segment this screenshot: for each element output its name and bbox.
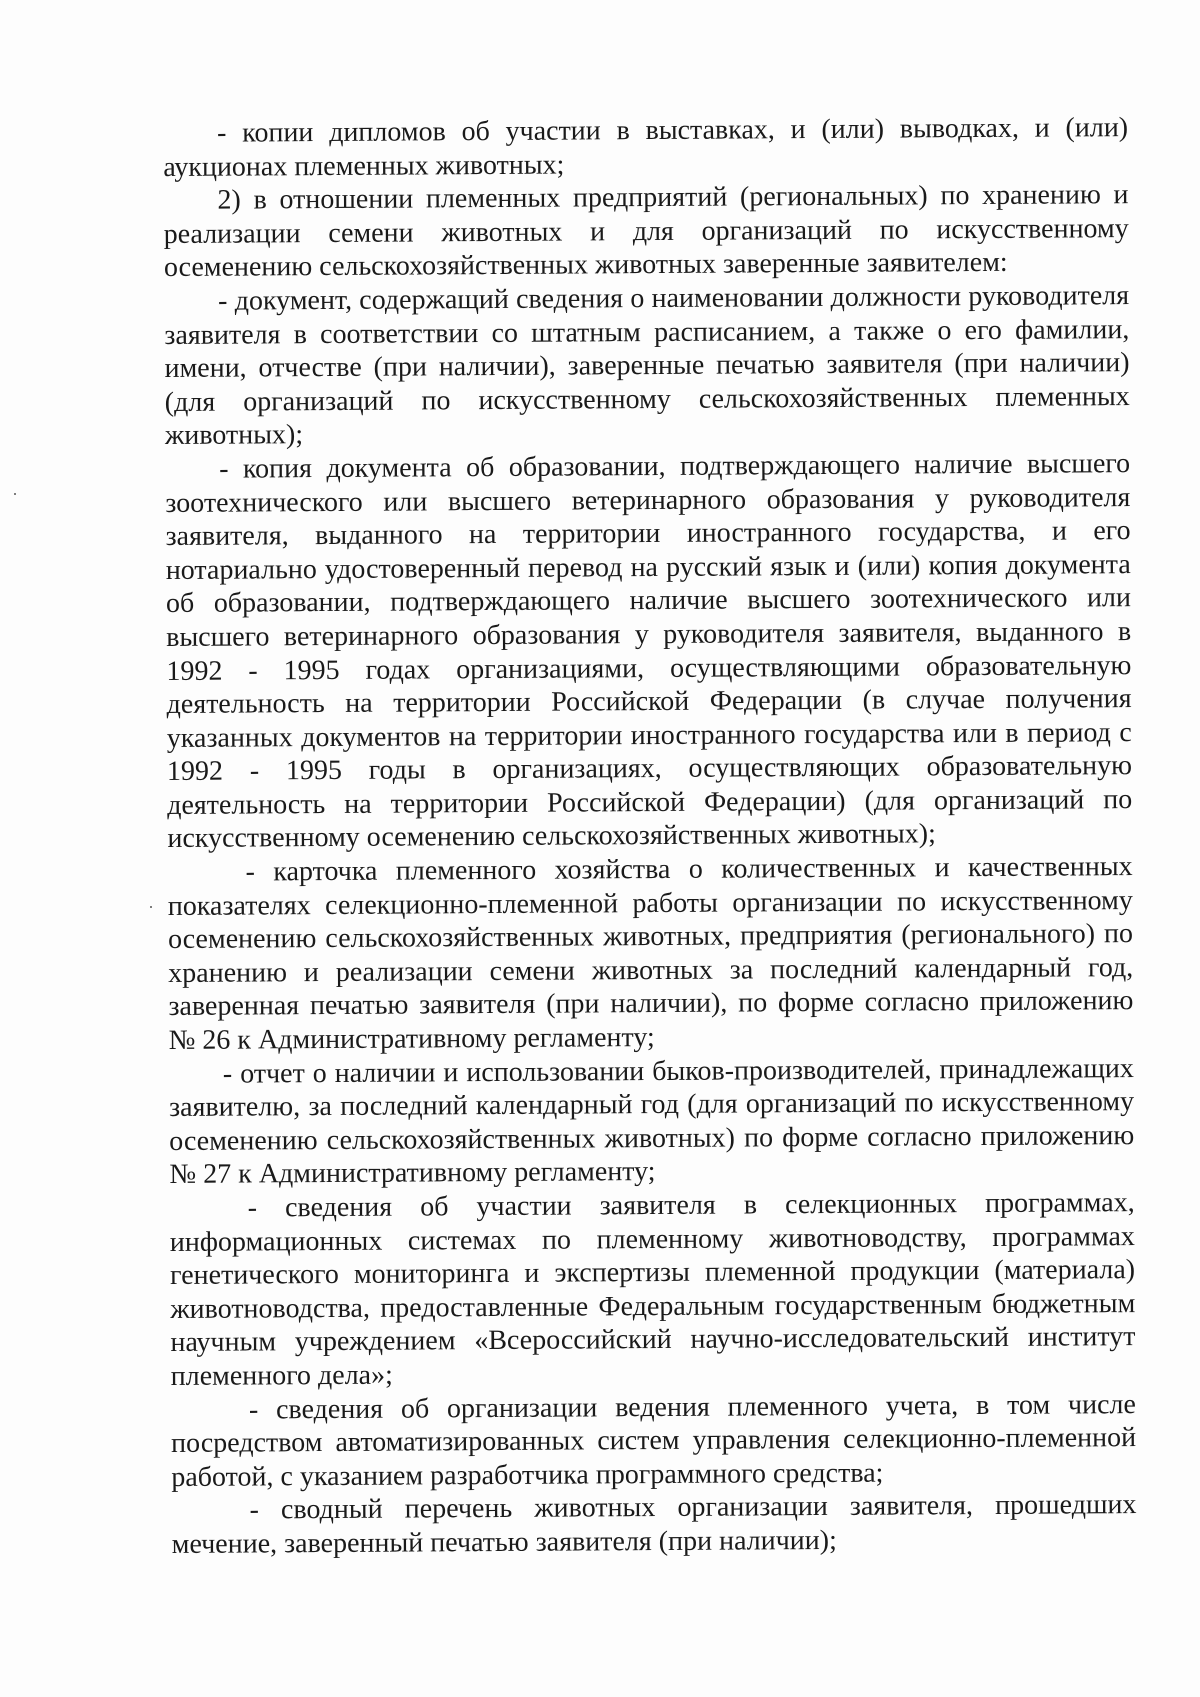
paragraph-section-2: 2) в отношении племенных предприятий (региональных) по хранению и реализации семени животных и для организаций по искусственному осеменению сельскохозяйственных животных заверенные заявителем: <box>163 179 1129 284</box>
paragraph-diplomas: - копии дипломов об участии в выставках, и (или) выводках, и (или) аукционах племенных животных; <box>163 112 1129 183</box>
paragraph-animal-list: - сводный перечень животных организации заявителя, прошедших мечение, заверенный печатью заявителя (при наличии); <box>171 1489 1137 1560</box>
paragraph-bulls-report: - отчет о наличии и использовании быков-производителей, принадлежащих заявителю, за последний календарный год (для организаций по искусственному осеменению сельскохозяйственных животных) по форме согласно приложению № 27 к Административному регламенту; <box>168 1052 1135 1191</box>
paragraph-education-copy: - копия документа об образовании, подтверждающего наличие высшего зоотехнического или высшего ветеринарного образования у руководителя заявителя, выданного на территории иностранного государства, и его нотариально удостоверенный перевод на русский язык и (или) копия документа об образовании, подтверждающего наличие высшего зоотехнического или высшего ветеринарного образования у руководителя заявителя, выданного в 1992 - 1995 годах организациями, осуществляющими образовательную деятельность на территории Российской Федерации (в случае получения указанных документов на территории иностранного государства или в период с 1992 - 1995 годы в организациях, осуществляющих образовательную деятельность на территории Российской Федерации) (для организаций по искусственному осеменению сельскохозяйственных животных); <box>165 448 1133 855</box>
paragraph-selection-programs: - сведения об участии заявителя в селекционных программах, информационных системах по племенному животноводству, программах генетического мониторинга и экспертизы племенной продукции (материала) животноводства, предоставленные Федеральным государственным бюджетным научным учреждением «Всероссийский научно-исследовательский институт племенного дела»; <box>169 1187 1136 1392</box>
paragraph-director-document: - документ, содержащий сведения о наименовании должности руководителя заявителя в соответствии со штатным расписанием, а также о его фамилии, имени, отчестве (при наличии), заверенные печатью заявителя (при наличии) (для организаций по искусственному сельскохозяйственных племенных животных); <box>164 280 1130 452</box>
document-body <box>163 111 1137 1561</box>
scan-speck <box>14 493 16 495</box>
scan-speck <box>150 906 152 908</box>
paragraph-breeding-card: - карточка племенного хозяйства о количественных и качественных показателях селекционно-племенной работы организации по искусственному осеменению сельскохозяйственных животных, предприятия (регионального) по хранению и реализации семени животных за последний календарный год, заверенная печатью заявителя (при наличии), по форме согласно приложению № 26 к Административному регламенту; <box>167 851 1134 1057</box>
paragraph-breeding-records: - сведения об организации ведения племенного учета, в том числе посредством автоматизированных систем управления селекционно-племенной работой, с указанием разработчика программного средства; <box>171 1388 1137 1493</box>
